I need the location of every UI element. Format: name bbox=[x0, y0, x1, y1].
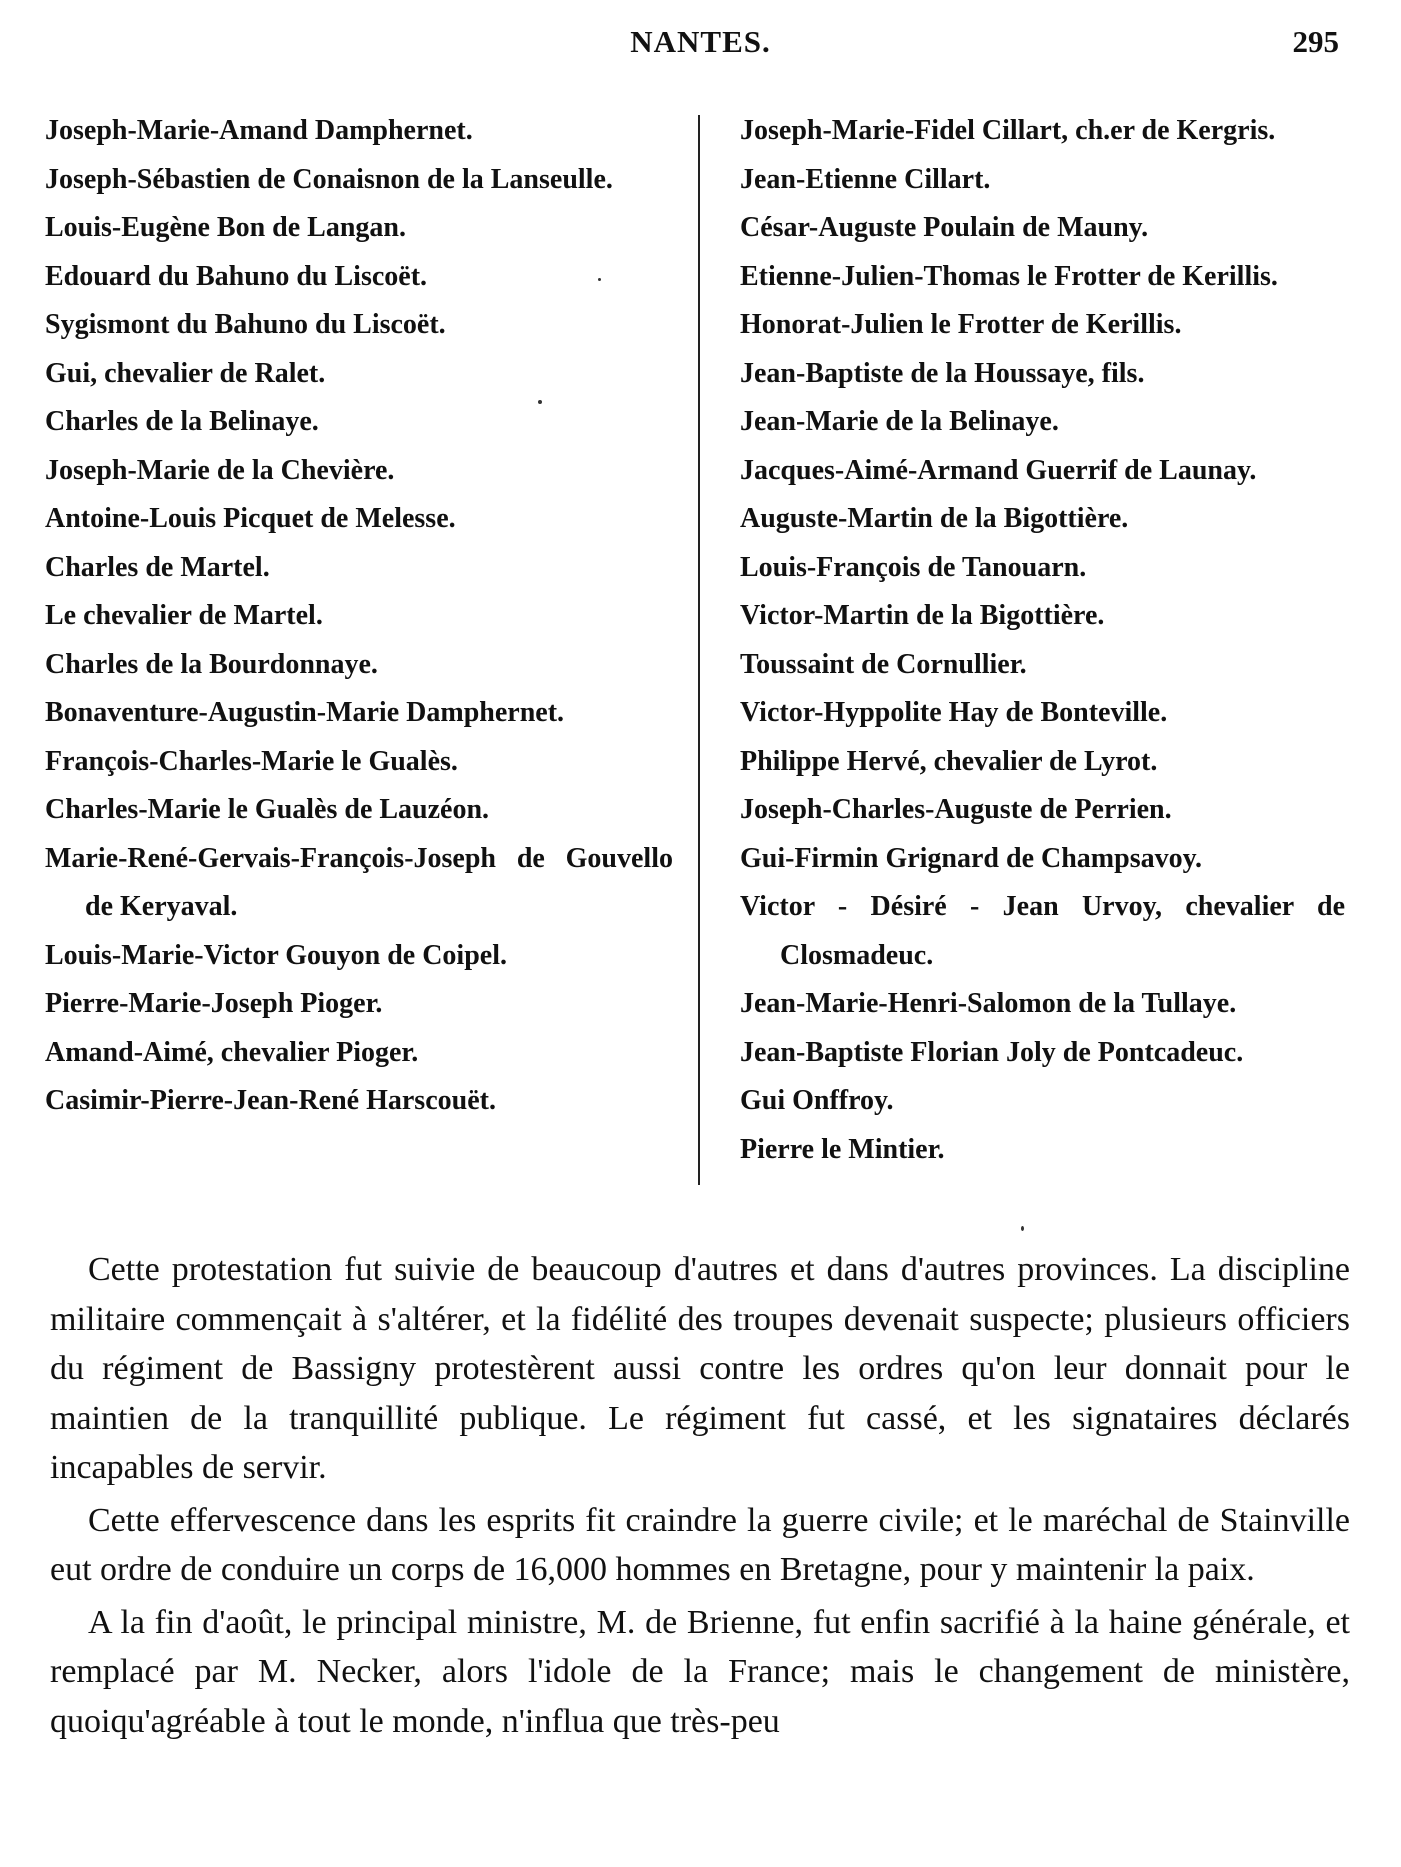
right-column-entry: Jean-Marie-Henri-Salomon de la Tullaye. bbox=[740, 988, 1237, 1019]
left-column-entry: Pierre-Marie-Joseph Pioger. bbox=[45, 988, 383, 1019]
right-column bbox=[710, 107, 1345, 1174]
body-text bbox=[50, 1245, 1350, 1749]
left-column-entry: Joseph-Sébastien de Conaisnon de la Lanseulle. bbox=[45, 163, 613, 195]
left-column-entry: Bonaventure-Augustin-Marie Damphernet. bbox=[45, 697, 565, 728]
right-column-entry: Joseph-Charles-Auguste de Perrien. bbox=[740, 794, 1172, 825]
left-column-entry: Charles de Martel. bbox=[45, 551, 270, 583]
right-column-entries bbox=[710, 107, 1345, 1174]
left-column-entry: Gui, chevalier de Ralet. bbox=[45, 357, 326, 389]
left-column-entry: Amand-Aimé, chevalier Pioger. bbox=[45, 1036, 419, 1068]
page-number: 295 bbox=[1292, 24, 1339, 59]
right-column-entry: Jean-Etienne Cillart. bbox=[740, 163, 991, 195]
right-column-entry: Honorat-Julien le Frotter de Kerillis. bbox=[740, 309, 1182, 340]
right-column-entry: Pierre le Mintier. bbox=[740, 1133, 945, 1165]
right-column-entry: Jacques-Aimé-Armand Guerrif de Launay. bbox=[740, 454, 1257, 486]
left-column-entry: Sygismont du Bahuno du Liscoët. bbox=[45, 309, 446, 340]
right-column-entry: Philippe Hervé, chevalier de Lyrot. bbox=[740, 745, 1158, 777]
left-column-entry: Marie-René-Gervais-François-Joseph de Gouvello de Keryaval. bbox=[45, 842, 673, 922]
left-column-entry: François-Charles-Marie le Gualès. bbox=[45, 745, 458, 777]
left-column-entry: Casimir-Pierre-Jean-René Harscouët. bbox=[45, 1085, 496, 1116]
left-column-entry: Le chevalier de Martel. bbox=[45, 600, 323, 631]
left-column-entry: Joseph-Marie-Amand Damphernet. bbox=[45, 115, 473, 146]
right-column-entry: Gui Onffroy. bbox=[740, 1085, 894, 1116]
signatories-list bbox=[45, 107, 1345, 1197]
right-column-entry: Louis-François de Tanouarn. bbox=[740, 551, 1087, 583]
right-column-entry: Gui-Firmin Grignard de Champsavoy. bbox=[740, 842, 1203, 874]
right-column-entry: César-Auguste Poulain de Mauny. bbox=[740, 212, 1149, 243]
column-divider bbox=[698, 115, 700, 1185]
left-column-entry: Antoine-Louis Picquet de Melesse. bbox=[45, 503, 456, 534]
page-header bbox=[0, 18, 1401, 68]
right-column-entry: Auguste-Martin de la Bigottière. bbox=[740, 503, 1129, 534]
print-speck bbox=[1021, 1226, 1024, 1231]
left-column-entry: Charles de la Belinaye. bbox=[45, 406, 319, 437]
right-column-entry: Jean-Marie de la Belinaye. bbox=[740, 406, 1059, 437]
left-column-entry: Charles-Marie le Gualès de Lauzéon. bbox=[45, 794, 490, 825]
print-speck bbox=[598, 278, 601, 281]
running-title: NANTES. bbox=[630, 24, 771, 59]
right-column-entry: Toussaint de Cornullier. bbox=[740, 648, 1027, 680]
left-column bbox=[45, 107, 695, 1126]
right-column-entry: Jean-Baptiste Florian Joly de Pontcadeuc. bbox=[740, 1036, 1244, 1068]
left-column-entry: Edouard du Bahuno du Liscoët. bbox=[45, 260, 428, 292]
left-column-entries bbox=[45, 107, 695, 1126]
left-column-entry: Joseph-Marie de la Chevière. bbox=[45, 454, 395, 486]
left-column-entry: Louis-Eugène Bon de Langan. bbox=[45, 212, 406, 243]
paragraph: Cette protestation fut suivie de beaucoup d'autres et dans d'autres provinces. La discipline militaire commençait à s'altérer, et la fidélité des troupes devenait suspecte; plusieurs officiers du régiment de Bassigny protestèrent aussi contre les ordres qu'on leur donnait pour le maintien de la tranquillité publique. Le régiment fut cassé, et les signataires déclarés incapables de servir. bbox=[50, 1251, 1350, 1486]
right-column-entry: Victor - Désiré - Jean Urvoy, chevalier de Closmadeuc. bbox=[740, 891, 1345, 971]
paragraph: Cette effervescence dans les esprits fit craindre la guerre civile; et le maréchal de Stainville eut ordre de conduire un corps de 16,000 hommes en Bretagne, pour y maintenir la paix. bbox=[50, 1501, 1350, 1588]
right-column-entry: Joseph-Marie-Fidel Cillart, ch.er de Kergris. bbox=[740, 115, 1276, 146]
left-column-entry: Louis-Marie-Victor Gouyon de Coipel. bbox=[45, 939, 507, 971]
paragraph: A la fin d'août, le principal ministre, M. de Brienne, fut enfin sacrifié à la haine générale, et remplacé par M. Necker, alors l'idole de la France; mais le changement de ministère, quoiqu'agréable à tout le monde, n'influa que très-peu bbox=[50, 1603, 1350, 1740]
right-column-entry: Etienne-Julien-Thomas le Frotter de Kerillis. bbox=[740, 260, 1278, 292]
right-column-entry: Jean-Baptiste de la Houssaye, fils. bbox=[740, 357, 1145, 389]
print-speck bbox=[538, 400, 542, 404]
right-column-entry: Victor-Hyppolite Hay de Bonteville. bbox=[740, 697, 1168, 728]
right-column-entry: Victor-Martin de la Bigottière. bbox=[740, 600, 1105, 631]
left-column-entry: Charles de la Bourdonnaye. bbox=[45, 648, 378, 680]
